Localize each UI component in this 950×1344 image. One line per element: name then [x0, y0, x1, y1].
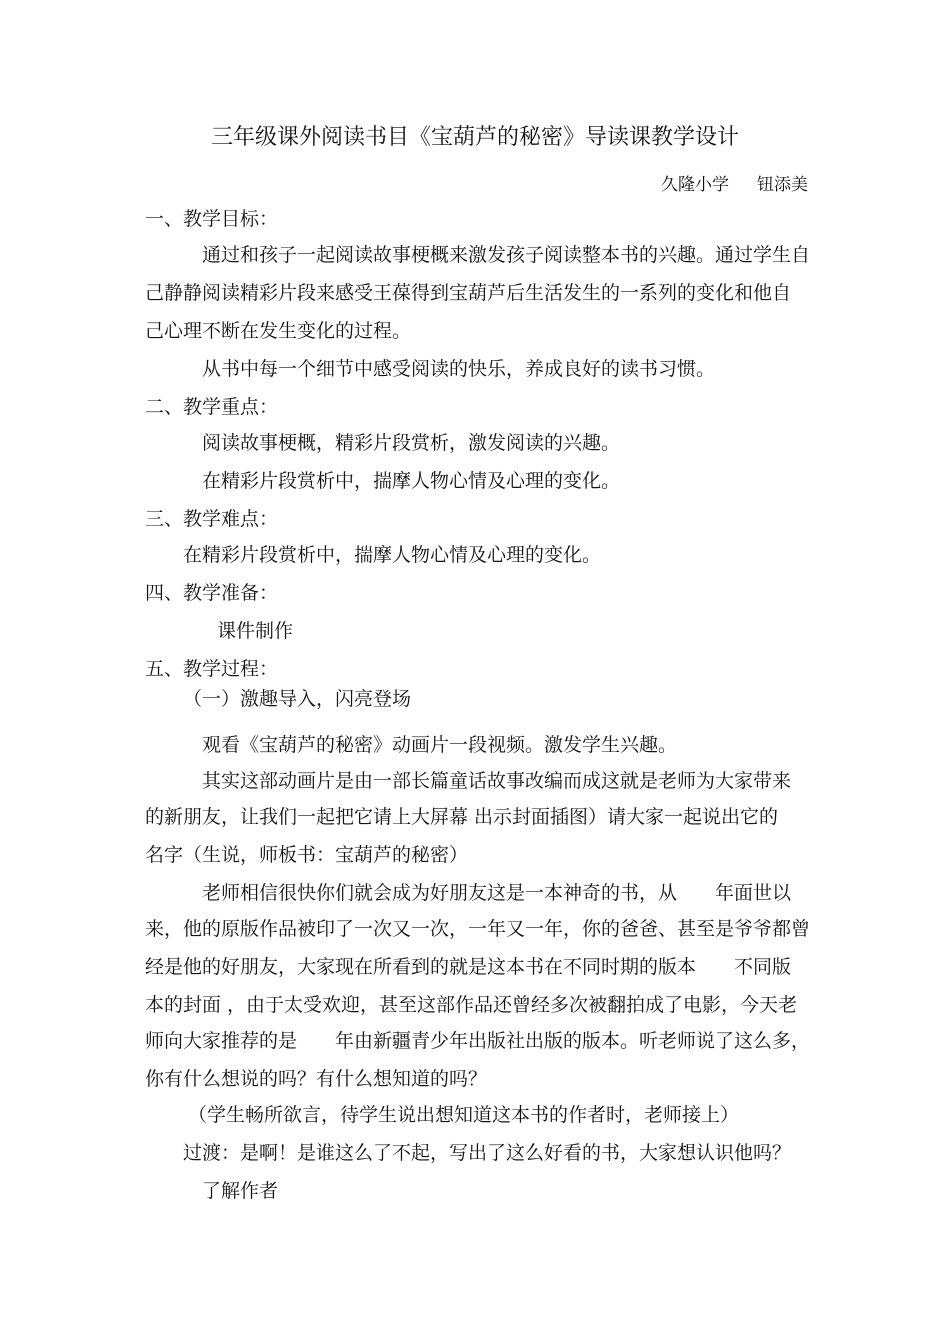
- paragraph-line: 来，他的原版作品被印了一次又一次，一年又一年，你的爸爸、甚至是爷爷都曾: [145, 918, 811, 940]
- author-name: 钮添美: [757, 175, 808, 195]
- paragraph-line: 其实这部动画片是由一部长篇童话故事改编而成这就是老师为大家带来: [202, 770, 792, 792]
- paragraph-line: 你有什么想说的吗？有什么想知道的吗？: [145, 1068, 488, 1090]
- paragraph-line: 己心理不断在发生变化的过程。: [145, 320, 412, 342]
- paragraph-line: 从书中每一个细节中感受阅读的快乐，养成良好的读书习惯。: [202, 358, 716, 380]
- section-heading-difficulties: 三、教学难点：: [145, 508, 279, 530]
- paragraph-line: 名字（生说，师板书：宝葫芦的秘密）: [145, 844, 469, 866]
- section-heading-process: 五、教学过程：: [145, 658, 279, 680]
- paragraph-line: 的新朋友，让我们一起把它请上大屏幕 出示封面插图）请大家一起说出它的: [145, 806, 779, 828]
- paragraph-line: 过渡：是啊！是谁这么了不起，写出了这么好看的书，大家想认识他吗？: [183, 1142, 792, 1164]
- section-heading-key-points: 二、教学重点：: [145, 396, 279, 418]
- paragraph-line: 了解作者: [202, 1180, 279, 1202]
- paragraph-line: 老师相信很快你们就会成为好朋友这是一本神奇的书，从 年面世以: [202, 882, 792, 904]
- paragraph-line: 己静静阅读精彩片段来感受王葆得到宝葫芦后生活发生的一系列的变化和他自: [145, 282, 792, 304]
- paragraph-line: 观看《宝葫芦的秘密》动画片一段视频。激发学生兴趣。: [202, 734, 678, 756]
- paragraph-line: 课件制作: [217, 620, 294, 642]
- paragraph-line: 师向大家推荐的是 年由新疆青少年出版社出版的版本。听老师说了这么多，: [145, 1030, 811, 1052]
- paragraph-line: （学生畅所欲言，待学生说出想知道这本书的作者时，老师接上）: [188, 1104, 740, 1126]
- paragraph-line: 经是他的好朋友，大家现在所看到的就是这本书在不同时期的版本 不同版: [145, 956, 792, 978]
- section-heading-objectives: 一、教学目标：: [145, 208, 279, 230]
- author-line: [661, 174, 808, 196]
- paragraph-line: 在精彩片段赏析中，揣摩人物心情及心理的变化。: [183, 544, 602, 566]
- document-title: 三年级课外阅读书目《宝葫芦的秘密》导读课教学设计: [210, 125, 739, 150]
- section-heading-preparation: 四、教学准备：: [145, 582, 279, 604]
- paragraph-line: 通过和孩子一起阅读故事梗概来激发孩子阅读整本书的兴趣。通过学生自: [202, 244, 811, 266]
- paragraph-line: 阅读故事梗概，精彩片段赏析，激发阅读的兴趣。: [202, 432, 621, 454]
- paragraph-line: 本的封面 ，由于太受欢迎，甚至这部作品还曾经多次被翻拍成了电影，今天老: [145, 994, 798, 1016]
- subsection-heading: （一）激趣导入，闪亮登场: [183, 688, 412, 710]
- author-school: 久隆小学: [661, 175, 729, 195]
- paragraph-line: 在精彩片段赏析中，揣摩人物心情及心理的变化。: [202, 470, 621, 492]
